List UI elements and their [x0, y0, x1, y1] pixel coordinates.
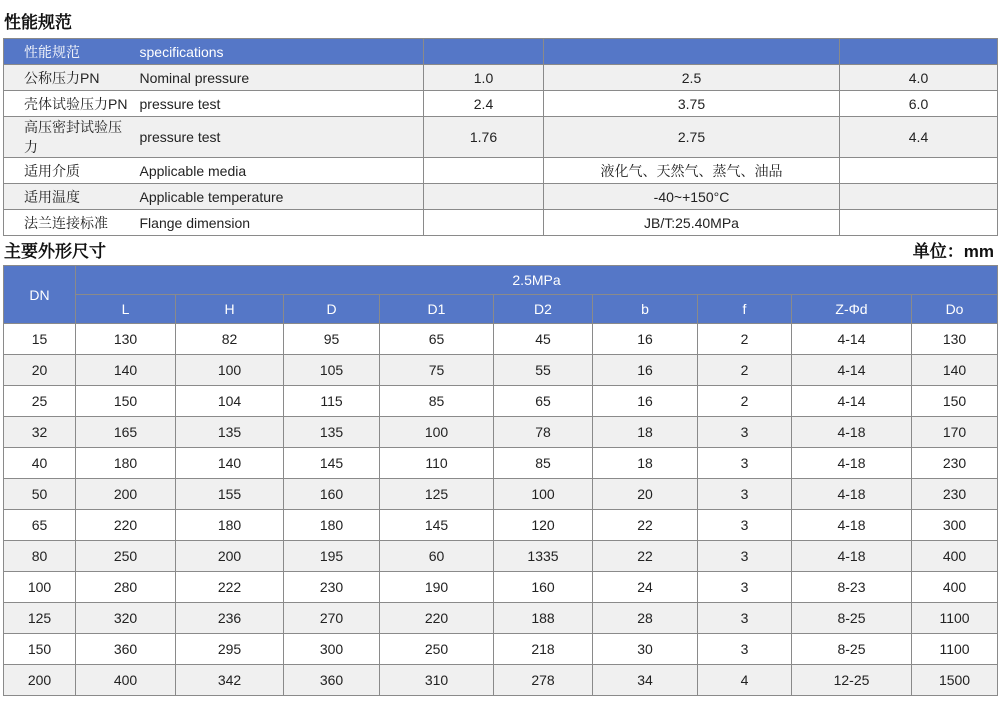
table-cell: 120 [494, 510, 593, 541]
dn-cell: 50 [4, 479, 76, 510]
dn-cell: 32 [4, 417, 76, 448]
table-cell: 3 [698, 510, 792, 541]
table-cell: 78 [494, 417, 593, 448]
table-cell: 278 [494, 665, 593, 696]
table-cell: 222 [176, 572, 284, 603]
table-cell: 65 [380, 324, 494, 355]
dims-header-row-1 [4, 266, 998, 295]
column-header: Z-Φd [792, 295, 912, 324]
spec-section-title: 性能规范 [4, 13, 72, 32]
table-cell: 20 [593, 479, 698, 510]
table-cell: 12-25 [792, 665, 912, 696]
spec-label-cn: 高压密封试验压力 [4, 117, 132, 158]
table-cell: 280 [76, 572, 176, 603]
spec-label-en: Applicable media [132, 158, 424, 184]
spec-label-en: pressure test [132, 91, 424, 117]
dn-cell: 20 [4, 355, 76, 386]
spec-value: 4.4 [840, 117, 998, 158]
spec-row [4, 184, 998, 210]
table-row [4, 572, 998, 603]
spec-row [4, 117, 998, 158]
spec-value-blank [424, 210, 544, 236]
table-cell: 110 [380, 448, 494, 479]
table-cell: 140 [76, 355, 176, 386]
table-cell: 18 [593, 417, 698, 448]
table-cell: 28 [593, 603, 698, 634]
table-cell: 4-14 [792, 324, 912, 355]
table-cell: 160 [494, 572, 593, 603]
spec-label-en: pressure test [132, 117, 424, 158]
spec-row [4, 210, 998, 236]
spec-value-blank [424, 158, 544, 184]
table-cell: 8-25 [792, 603, 912, 634]
table-cell: 145 [380, 510, 494, 541]
table-cell: 140 [912, 355, 998, 386]
spec-value: 2.4 [424, 91, 544, 117]
table-cell: 55 [494, 355, 593, 386]
table-cell: 8-23 [792, 572, 912, 603]
table-cell: 85 [380, 386, 494, 417]
spec-table [3, 38, 998, 236]
table-cell: 115 [284, 386, 380, 417]
table-cell: 22 [593, 541, 698, 572]
dn-cell: 200 [4, 665, 76, 696]
spec-value: 1.76 [424, 117, 544, 158]
table-cell: 180 [76, 448, 176, 479]
table-cell: 34 [593, 665, 698, 696]
table-cell: 1100 [912, 634, 998, 665]
table-cell: 16 [593, 355, 698, 386]
table-cell: 250 [76, 541, 176, 572]
dims-header-row-2 [4, 295, 998, 324]
table-cell: 4-18 [792, 510, 912, 541]
table-cell: 95 [284, 324, 380, 355]
table-cell: 3 [698, 448, 792, 479]
table-cell: 342 [176, 665, 284, 696]
table-cell: 100 [494, 479, 593, 510]
table-cell: 3 [698, 634, 792, 665]
table-cell: 18 [593, 448, 698, 479]
table-cell: 4-18 [792, 479, 912, 510]
dn-header: DN [4, 266, 76, 324]
table-cell: 2 [698, 355, 792, 386]
spec-label-cn: 适用介质 [4, 158, 132, 184]
table-cell: 200 [76, 479, 176, 510]
spec-label-en: Flange dimension [132, 210, 424, 236]
table-cell: 1335 [494, 541, 593, 572]
table-cell: 270 [284, 603, 380, 634]
table-row [4, 448, 998, 479]
spec-value: 2.75 [544, 117, 840, 158]
spec-header-cn: 性能规范 [4, 39, 132, 65]
table-cell: 165 [76, 417, 176, 448]
dn-cell: 100 [4, 572, 76, 603]
spec-value-blank [840, 210, 998, 236]
spec-header-blank [544, 39, 840, 65]
table-cell: 218 [494, 634, 593, 665]
table-cell: 220 [380, 603, 494, 634]
table-cell: 190 [380, 572, 494, 603]
table-cell: 360 [284, 665, 380, 696]
column-header: b [593, 295, 698, 324]
spec-value-merged: -40~+150°C [544, 184, 840, 210]
table-cell: 170 [912, 417, 998, 448]
table-cell: 2 [698, 324, 792, 355]
table-cell: 188 [494, 603, 593, 634]
table-cell: 140 [176, 448, 284, 479]
table-cell: 45 [494, 324, 593, 355]
spec-label-cn: 法兰连接标准 [4, 210, 132, 236]
table-row [4, 634, 998, 665]
column-header: L [76, 295, 176, 324]
table-cell: 16 [593, 324, 698, 355]
table-cell: 320 [76, 603, 176, 634]
table-cell: 82 [176, 324, 284, 355]
table-cell: 200 [176, 541, 284, 572]
table-cell: 130 [76, 324, 176, 355]
spec-header-en: specifications [132, 39, 424, 65]
spec-row [4, 65, 998, 91]
table-cell: 4-18 [792, 448, 912, 479]
column-header: D1 [380, 295, 494, 324]
table-cell: 130 [912, 324, 998, 355]
spec-value: 2.5 [544, 65, 840, 91]
table-row [4, 324, 998, 355]
dn-cell: 125 [4, 603, 76, 634]
table-row [4, 479, 998, 510]
table-cell: 4-14 [792, 386, 912, 417]
table-cell: 104 [176, 386, 284, 417]
spec-value-blank [840, 184, 998, 210]
spec-value: 4.0 [840, 65, 998, 91]
dn-cell: 40 [4, 448, 76, 479]
table-cell: 1500 [912, 665, 998, 696]
table-cell: 4-14 [792, 355, 912, 386]
table-cell: 310 [380, 665, 494, 696]
table-cell: 4-18 [792, 541, 912, 572]
table-cell: 85 [494, 448, 593, 479]
table-cell: 125 [380, 479, 494, 510]
spec-value-blank [840, 158, 998, 184]
table-cell: 16 [593, 386, 698, 417]
table-cell: 300 [284, 634, 380, 665]
table-row [4, 355, 998, 386]
dimensions-table [3, 265, 998, 696]
spec-row [4, 91, 998, 117]
table-cell: 8-25 [792, 634, 912, 665]
column-header: D2 [494, 295, 593, 324]
spec-value: 6.0 [840, 91, 998, 117]
spec-label-en: Nominal pressure [132, 65, 424, 91]
table-row [4, 417, 998, 448]
table-cell: 3 [698, 417, 792, 448]
column-header: f [698, 295, 792, 324]
table-cell: 230 [912, 479, 998, 510]
table-cell: 230 [284, 572, 380, 603]
table-cell: 3 [698, 572, 792, 603]
table-cell: 150 [76, 386, 176, 417]
spec-row [4, 158, 998, 184]
spec-label-cn: 适用温度 [4, 184, 132, 210]
table-cell: 250 [380, 634, 494, 665]
table-cell: 60 [380, 541, 494, 572]
spec-header-blank [840, 39, 998, 65]
table-cell: 400 [912, 572, 998, 603]
spec-value-blank [424, 184, 544, 210]
dn-cell: 25 [4, 386, 76, 417]
spec-value: 3.75 [544, 91, 840, 117]
table-row [4, 386, 998, 417]
table-cell: 4 [698, 665, 792, 696]
table-cell: 3 [698, 479, 792, 510]
spec-label-cn: 公称压力PN [4, 65, 132, 91]
pressure-group-header: 2.5MPa [76, 266, 998, 295]
table-row [4, 665, 998, 696]
table-cell: 65 [494, 386, 593, 417]
table-cell: 100 [176, 355, 284, 386]
table-cell: 180 [284, 510, 380, 541]
table-cell: 75 [380, 355, 494, 386]
table-cell: 295 [176, 634, 284, 665]
table-cell: 3 [698, 603, 792, 634]
dn-cell: 65 [4, 510, 76, 541]
table-cell: 135 [176, 417, 284, 448]
table-cell: 360 [76, 634, 176, 665]
table-cell: 22 [593, 510, 698, 541]
table-cell: 30 [593, 634, 698, 665]
table-cell: 400 [76, 665, 176, 696]
table-cell: 220 [76, 510, 176, 541]
spec-header-blank [424, 39, 544, 65]
table-cell: 100 [380, 417, 494, 448]
spec-value-merged: 液化气、天然气、蒸气、油品 [544, 158, 840, 184]
column-header: H [176, 295, 284, 324]
table-cell: 400 [912, 541, 998, 572]
table-cell: 236 [176, 603, 284, 634]
dims-section-title: 主要外形尺寸 [4, 242, 106, 261]
column-header: Do [912, 295, 998, 324]
dn-cell: 150 [4, 634, 76, 665]
column-header: D [284, 295, 380, 324]
spec-label-cn: 壳体试验压力PN [4, 91, 132, 117]
spec-value-merged: JB/T:25.40MPa [544, 210, 840, 236]
table-cell: 105 [284, 355, 380, 386]
dn-cell: 80 [4, 541, 76, 572]
spec-value: 1.0 [424, 65, 544, 91]
dn-cell: 15 [4, 324, 76, 355]
spec-header-row [4, 39, 998, 65]
table-cell: 155 [176, 479, 284, 510]
table-cell: 1100 [912, 603, 998, 634]
spec-label-en: Applicable temperature [132, 184, 424, 210]
table-cell: 230 [912, 448, 998, 479]
table-cell: 3 [698, 541, 792, 572]
table-cell: 135 [284, 417, 380, 448]
table-cell: 150 [912, 386, 998, 417]
table-cell: 300 [912, 510, 998, 541]
table-cell: 195 [284, 541, 380, 572]
table-cell: 2 [698, 386, 792, 417]
table-cell: 24 [593, 572, 698, 603]
table-cell: 4-18 [792, 417, 912, 448]
table-cell: 145 [284, 448, 380, 479]
table-row [4, 541, 998, 572]
table-row [4, 603, 998, 634]
table-cell: 160 [284, 479, 380, 510]
table-row [4, 510, 998, 541]
unit-label: 单位：mm [912, 242, 994, 261]
table-cell: 180 [176, 510, 284, 541]
